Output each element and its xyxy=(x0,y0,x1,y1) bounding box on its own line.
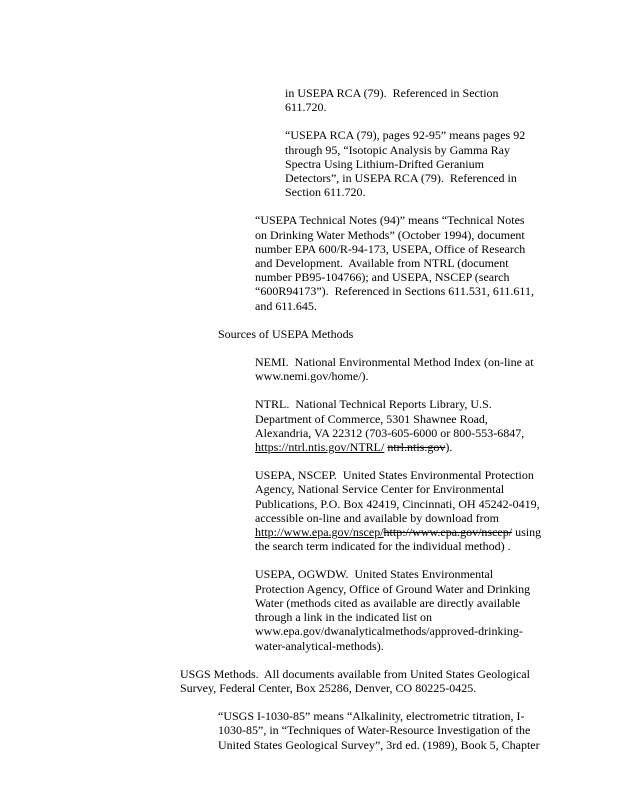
text-line xyxy=(285,171,618,185)
text-segment: “USEPA RCA (79), pages 92-95” means pages 92 xyxy=(285,128,526,143)
text-segment: ). xyxy=(445,440,453,455)
text-segment: United States Geological Survey”, 3rd ed. (1989), Book 5, Chapter xyxy=(218,737,540,752)
paragraph-usepa-ogwdw xyxy=(255,567,618,652)
text-segment: Detectors”, in USEPA RCA (79). Referenced in xyxy=(285,171,517,186)
text-line xyxy=(255,596,618,610)
text-segment: “USEPA Technical Notes (94)” means “Technical Notes xyxy=(255,213,525,228)
text-segment: on Drinking Water Methods” (October 1994), document xyxy=(255,227,525,242)
text-line xyxy=(285,100,618,114)
text-line xyxy=(255,468,618,482)
text-segment: Survey, Federal Center, Box 25286, Denver, CO 80225-0425. xyxy=(180,680,477,695)
text-segment: Protection Agency, Office of Ground Water and Drinking xyxy=(255,581,531,596)
text-line xyxy=(255,582,618,596)
text-segment: Section 611.720. xyxy=(285,185,366,200)
text-line xyxy=(255,369,618,383)
text-segment: and 611.645. xyxy=(255,298,317,313)
document-text-block xyxy=(0,86,618,766)
text-line xyxy=(255,539,618,553)
text-line xyxy=(255,228,618,242)
text-line xyxy=(255,567,618,581)
text-line xyxy=(285,128,618,142)
paragraph-usgs-i-1030-85 xyxy=(218,709,618,752)
text-line xyxy=(218,723,618,737)
text-segment: www.epa.gov/dwanalyticalmethods/approved-drinking- xyxy=(255,624,523,639)
paragraph-usgs-methods xyxy=(180,667,618,695)
deleted-url: http://www.epa.gov/nscep/ xyxy=(383,525,513,540)
text-line xyxy=(255,355,618,369)
text-line xyxy=(255,412,618,426)
text-line xyxy=(255,511,618,525)
text-segment: 1030-85”, in “Techniques of Water-Resource Investigation of the xyxy=(218,723,531,738)
text-line xyxy=(255,299,618,313)
text-line xyxy=(255,213,618,227)
text-line xyxy=(218,738,618,752)
text-segment: through 95, “Isotopic Analysis by Gamma Ray xyxy=(285,142,510,157)
text-line xyxy=(255,397,618,411)
text-segment: www.nemi.gov/home/). xyxy=(255,369,369,384)
text-segment: Spectra Using Lithium-Drifted Geranium xyxy=(285,156,484,171)
text-segment: Publications, P.O. Box 42419, Cincinnati, OH 45242-0419, xyxy=(255,496,540,511)
deleted-url: ntrl.ntis.gov xyxy=(387,440,446,455)
paragraph-usepa-nscep xyxy=(255,468,618,553)
text-segment: Water (methods cited as available are directly available xyxy=(255,595,521,610)
text-segment: using xyxy=(512,525,542,540)
text-segment: accessible on-line and available by download from xyxy=(255,510,499,525)
text-segment: Sources of USEPA Methods xyxy=(218,326,354,341)
text-line xyxy=(218,327,618,341)
text-line xyxy=(255,426,618,440)
text-segment: USEPA, NSCEP. United States Environmental Protection xyxy=(255,468,534,483)
text-segment: in USEPA RCA (79). Referenced in Section xyxy=(285,86,499,100)
inserted-url: https://ntrl.ntis.gov/NTRL/ xyxy=(255,440,385,455)
text-segment: number EPA 600/R-94-173, USEPA, Office of Research xyxy=(255,241,526,256)
text-line xyxy=(180,667,618,681)
paragraph-usepa-rca-referenced xyxy=(285,86,618,114)
text-line xyxy=(285,185,618,199)
text-line xyxy=(255,525,618,539)
inserted-url: http://www.epa.gov/nscep/ xyxy=(255,525,384,540)
text-line xyxy=(285,143,618,157)
text-segment: through a link in the indicated list on xyxy=(255,610,432,625)
text-segment: NEMI. National Environmental Method Index (on-line at xyxy=(255,355,534,370)
text-segment: USGS Methods. All documents available from United States Geological xyxy=(180,666,530,681)
text-segment: USEPA, OGWDW. United States Environmental xyxy=(255,567,494,582)
paragraph-ntrl xyxy=(255,397,618,454)
text-segment: and Development. Available from NTRL (document xyxy=(255,256,509,271)
text-line xyxy=(218,709,618,723)
text-segment: 611.720. xyxy=(285,100,327,115)
text-line xyxy=(285,157,618,171)
heading-sources-of-usepa-methods xyxy=(218,327,618,341)
paragraph-usepa-rca-pages-92-95 xyxy=(285,128,618,199)
text-line xyxy=(255,624,618,638)
text-line xyxy=(255,270,618,284)
text-line xyxy=(255,256,618,270)
paragraph-nemi xyxy=(255,355,618,383)
text-segment: water-analytical-methods). xyxy=(255,638,384,653)
text-segment: “600R94173”). Referenced in Sections 611.531, 611.611, xyxy=(255,284,534,299)
text-line xyxy=(255,482,618,496)
text-segment: the search term indicated for the individual method) . xyxy=(255,539,511,554)
text-segment: Agency, National Service Center for Environmental xyxy=(255,482,505,497)
text-line xyxy=(255,242,618,256)
text-segment: number PB95-104766); and USEPA, NSCEP (search xyxy=(255,270,510,285)
text-line xyxy=(255,497,618,511)
text-line xyxy=(255,610,618,624)
text-segment: Alexandria, VA 22312 (703-605-6000 or 800-553-6847, xyxy=(255,425,525,440)
text-line xyxy=(255,440,618,454)
text-line xyxy=(255,639,618,653)
text-line xyxy=(255,284,618,298)
text-line xyxy=(285,86,618,100)
text-segment: “USGS I-1030-85” means “Alkalinity, electrometric titration, I- xyxy=(218,709,525,724)
text-segment: Department of Commerce, 5301 Shawnee Road, xyxy=(255,411,488,426)
text-segment: NTRL. National Technical Reports Library, U.S. xyxy=(255,397,492,412)
text-line xyxy=(180,681,618,695)
paragraph-usepa-technical-notes xyxy=(255,213,618,312)
